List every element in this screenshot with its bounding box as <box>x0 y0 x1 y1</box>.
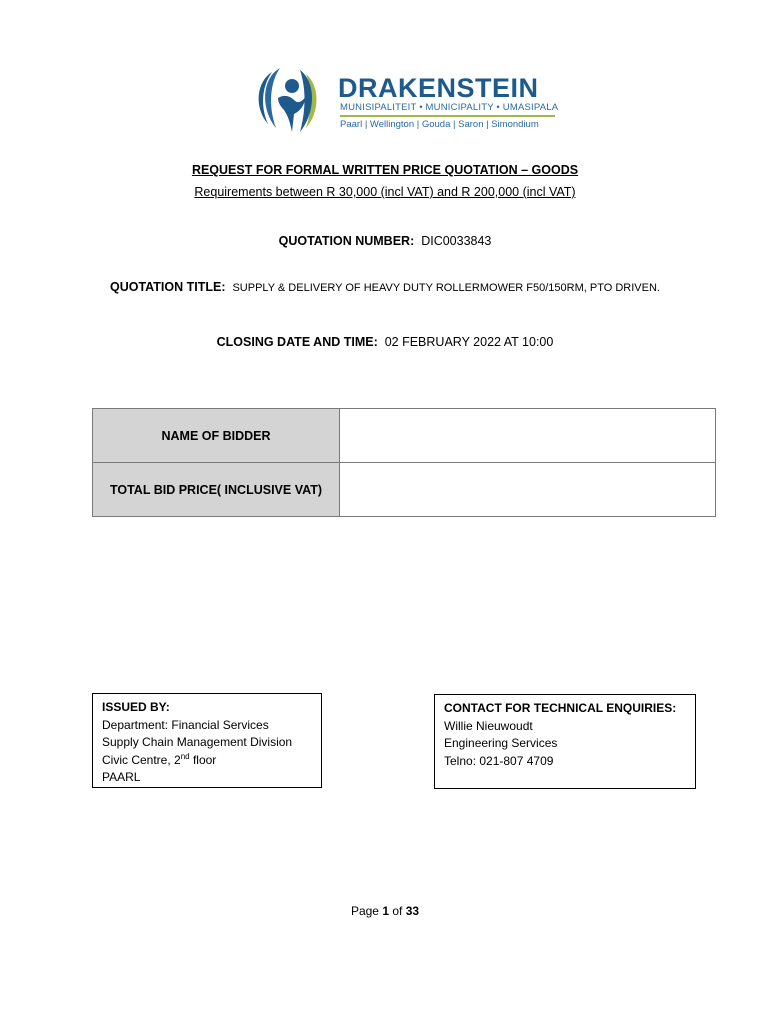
logo-name: DRAKENSTEIN <box>338 73 539 103</box>
document-title: REQUEST FOR FORMAL WRITTEN PRICE QUOTATION – GOODS <box>191 163 579 177</box>
drakenstein-emblem-icon <box>250 64 326 136</box>
closing-date <box>0 335 770 349</box>
location-prefix: Civic Centre, 2 <box>102 752 181 767</box>
logo-divider <box>340 115 555 117</box>
quotation-title <box>110 280 660 294</box>
contact-heading: CONTACT FOR TECHNICAL ENQUIRIES: <box>444 701 677 715</box>
page-number <box>0 904 770 918</box>
page-middle: of <box>389 904 406 918</box>
quotation-title-label: QUOTATION TITLE: <box>110 280 226 294</box>
requirements-line: Requirements between R 30,000 (incl VAT) and R 200,000 (incl VAT) <box>194 185 576 199</box>
page-current: 1 <box>382 904 389 918</box>
location-suffix: floor <box>189 752 217 767</box>
issued-by-town: PAARL <box>102 770 141 784</box>
issued-by-division: Supply Chain Management Division <box>102 735 293 749</box>
contact-name: Willie Nieuwoudt <box>444 718 533 733</box>
quotation-number <box>0 234 770 248</box>
quotation-number-label: QUOTATION NUMBER: <box>278 234 415 248</box>
quotation-title-value: SUPPLY & DELIVERY OF HEAVY DUTY ROLLERMOWER F50/150RM, PTO DRIVEN. <box>232 282 660 294</box>
issued-by-location <box>102 752 312 770</box>
issued-by-heading: ISSUED BY: <box>102 700 170 714</box>
page-total: 33 <box>405 904 420 918</box>
closing-date-value: 02 FEBRUARY 2022 AT 10:00 <box>384 335 554 349</box>
issued-by-box <box>92 693 322 788</box>
logo-towns: Paarl | Wellington | Gouda | Saron | Simondium <box>340 119 539 130</box>
issued-by-department: Department: Financial Services <box>102 717 269 732</box>
bid-table <box>92 408 716 517</box>
table-row <box>93 409 716 463</box>
closing-date-label: CLOSING DATE AND TIME: <box>216 335 378 349</box>
contact-telephone: Telno: 021-807 4709 <box>444 753 554 768</box>
total-bid-price-field[interactable] <box>340 463 716 517</box>
logo-subtitle: MUNISIPALITEIT • MUNICIPALITY • UMASIPALA <box>340 102 559 113</box>
quotation-number-value: DIC0033843 <box>421 234 492 248</box>
location-ordinal: nd <box>180 751 190 761</box>
page-prefix: Page <box>350 904 383 918</box>
total-bid-price-label: TOTAL BID PRICE( INCLUSIVE VAT) <box>93 463 340 517</box>
contact-department: Engineering Services <box>444 736 558 750</box>
bidder-name-label: NAME OF BIDDER <box>93 409 340 463</box>
bidder-name-field[interactable] <box>340 409 716 463</box>
table-row <box>93 463 716 517</box>
municipality-logo <box>250 64 560 136</box>
technical-contact-box <box>434 694 696 789</box>
